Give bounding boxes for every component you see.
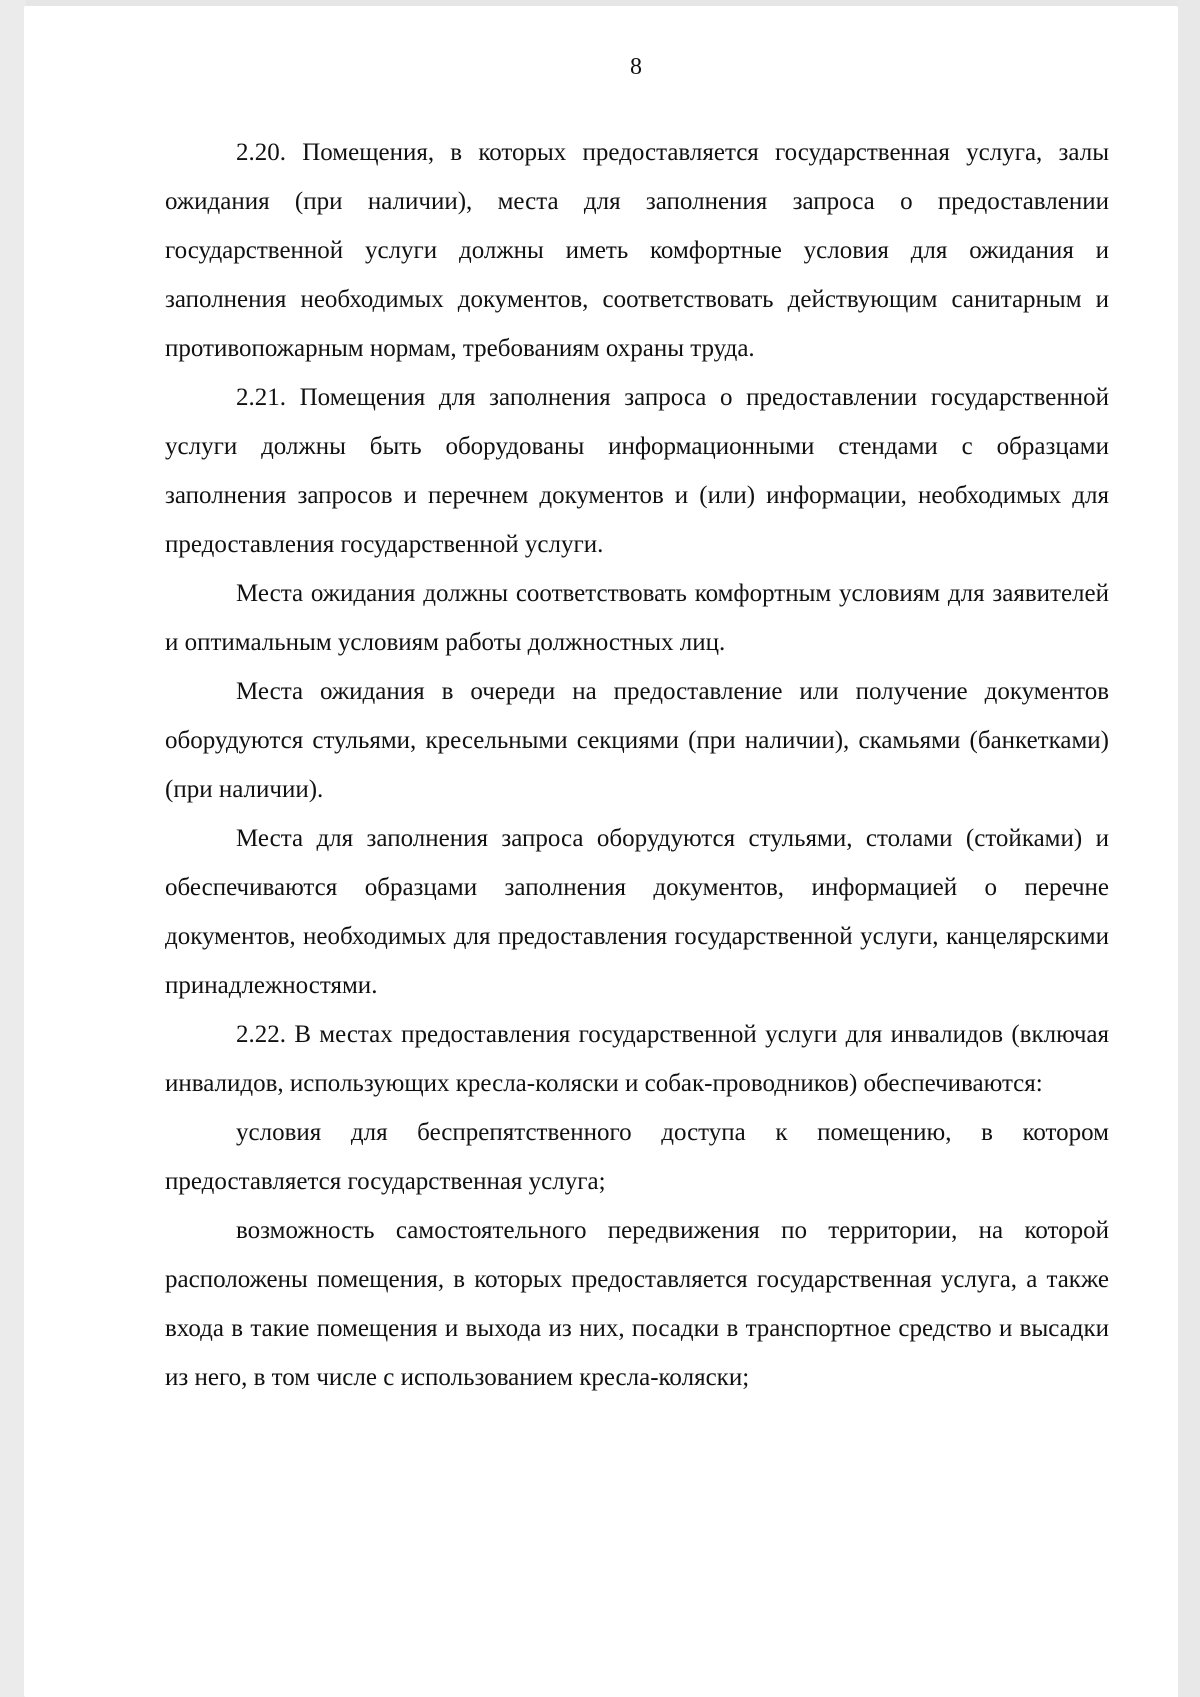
scan-border-right xyxy=(1178,0,1200,1697)
paragraph-request-filling-places: Места для заполнения запроса оборудуются стульями, столами (стойками) и обеспечиваются образцами заполнения документов, информацией о перечне документов, необходимых для предоставления государственной услуги, канцелярскими принадлежностями. xyxy=(165,825,1109,999)
page-number: 8 xyxy=(630,54,642,80)
paragraph-queue-places: Места ожидания в очереди на предоставление или получение документов оборудуются стульями, кресельными секциями (при наличии), скамьями (банкетками) (при наличии). xyxy=(165,678,1109,803)
paragraph-waiting-places: Места ожидания должны соответствовать комфортным условиям для заявителей и оптимальным условиям работы должностных лиц. xyxy=(165,580,1109,656)
paragraph-movement-possibility: возможность самостоятельного передвижения по территории, на которой расположены помещения, в которых предоставляется государственная услуга, а также входа в такие помещения и выхода из них, посадки в транспортное средство и высадки из него, в том числе с использованием кресла-коляски; xyxy=(165,1217,1109,1391)
paragraph-2-20: 2.20. Помещения, в которых предоставляется государственная услуга, залы ожидания (при наличии), места для заполнения запроса о предоставлении государственной услуги должны иметь комфортные условия для ожидания и заполнения необходимых документов, соответствовать действующим санитарным и противопожарным нормам, требованиям охраны труда. xyxy=(165,139,1109,362)
paragraph-2-21: 2.21. Помещения для заполнения запроса о предоставлении государственной услуги должны быть оборудованы информационными стендами с образцами заполнения запросов и перечнем документов и (или) информации, необходимых для предоставления государственной услуги. xyxy=(165,384,1109,558)
scan-border-left xyxy=(0,0,26,1697)
document-body xyxy=(165,128,1109,1402)
paragraph-access-conditions: условия для беспрепятственного доступа к помещению, в котором предоставляется государственная услуга; xyxy=(165,1119,1109,1195)
paragraph-2-22: 2.22. В местах предоставления государственной услуги для инвалидов (включая инвалидов, использующих кресла-коляски и собак-проводников) обеспечиваются: xyxy=(165,1021,1109,1097)
